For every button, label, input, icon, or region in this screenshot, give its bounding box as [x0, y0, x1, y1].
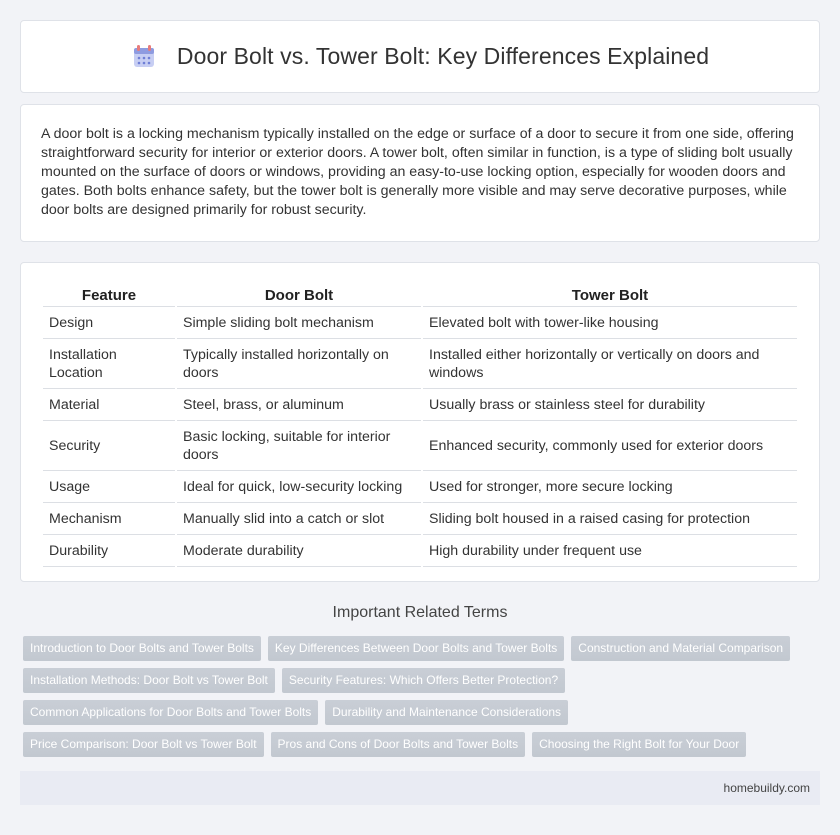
- table-cell: Installation Location: [43, 339, 175, 389]
- page-title: Door Bolt vs. Tower Bolt: Key Differences Explained: [176, 43, 710, 69]
- related-term-tag[interactable]: Introduction to Door Bolts and Tower Bolts: [23, 636, 261, 661]
- table-cell: Moderate durability: [177, 535, 421, 567]
- footer: [20, 771, 820, 805]
- intro-text: A door bolt is a locking mechanism typically installed on the edge or surface of a door to secure it from one side, offering straightforward security for interior or exterior doors. A tower bolt, often similar in function, is a type of sliding bolt usually mounted on the surface of doors or windows, providing an easy-to-use locking option, especially for wooden doors and gates. Both bolts enhance safety, but the tower bolt is generally more visible and may serve decorative purposes, while door bolts are designed primarily for robust security.: [41, 126, 794, 218]
- related-term-tag[interactable]: Pros and Cons of Door Bolts and Tower Bolts: [271, 732, 526, 757]
- table-cell: Sliding bolt housed in a raised casing for protection: [423, 503, 797, 535]
- related-term-tag[interactable]: Price Comparison: Door Bolt vs Tower Bolt: [23, 732, 264, 757]
- related-term-tag[interactable]: Durability and Maintenance Considerations: [325, 700, 568, 725]
- related-term-tag[interactable]: Security Features: Which Offers Better Protection?: [282, 668, 565, 693]
- tag-row: [23, 636, 823, 661]
- table-cell: Manually slid into a catch or slot: [177, 503, 421, 535]
- table-header-row: [43, 281, 797, 307]
- table-cell: Typically installed horizontally on doors: [177, 339, 421, 389]
- related-terms-heading: Important Related Terms: [332, 604, 508, 621]
- calendar-icon: [131, 44, 157, 70]
- intro-card: [20, 104, 820, 242]
- table-cell: Material: [43, 389, 175, 421]
- title-card: [20, 20, 820, 93]
- tag-row: [23, 732, 823, 757]
- table-row: [43, 389, 797, 421]
- table-cell: Mechanism: [43, 503, 175, 535]
- related-terms-list: [23, 636, 823, 764]
- table-cell: Installed either horizontally or vertically on doors and windows: [423, 339, 797, 389]
- table-row: [43, 535, 797, 567]
- table-row: [43, 503, 797, 535]
- tag-row: [23, 668, 823, 693]
- table-cell: Usually brass or stainless steel for durability: [423, 389, 797, 421]
- header-feature: Feature: [43, 281, 175, 307]
- table-row: [43, 339, 797, 389]
- header-door-bolt: Door Bolt: [177, 281, 421, 307]
- header-tower-bolt: Tower Bolt: [423, 281, 797, 307]
- related-term-tag[interactable]: Key Differences Between Door Bolts and Tower Bolts: [268, 636, 564, 661]
- tag-row: [23, 700, 823, 725]
- comparison-table: [41, 281, 799, 567]
- comparison-table-card: [20, 262, 820, 582]
- table-row: [43, 307, 797, 339]
- table-cell: High durability under frequent use: [423, 535, 797, 567]
- table-cell: Usage: [43, 471, 175, 503]
- table-cell: Security: [43, 421, 175, 471]
- table-cell: Durability: [43, 535, 175, 567]
- table-cell: Used for stronger, more secure locking: [423, 471, 797, 503]
- table-cell: Design: [43, 307, 175, 339]
- table-cell: Enhanced security, commonly used for exterior doors: [423, 421, 797, 471]
- related-term-tag[interactable]: Common Applications for Door Bolts and Tower Bolts: [23, 700, 318, 725]
- table-cell: Simple sliding bolt mechanism: [177, 307, 421, 339]
- footer-site-link[interactable]: homebuildy.com: [723, 781, 810, 795]
- related-term-tag[interactable]: Choosing the Right Bolt for Your Door: [532, 732, 746, 757]
- table-cell: Basic locking, suitable for interior doors: [177, 421, 421, 471]
- related-term-tag[interactable]: Construction and Material Comparison: [571, 636, 790, 661]
- table-cell: Elevated bolt with tower-like housing: [423, 307, 797, 339]
- table-row: [43, 421, 797, 471]
- table-row: [43, 471, 797, 503]
- related-term-tag[interactable]: Installation Methods: Door Bolt vs Tower Bolt: [23, 668, 275, 693]
- table-cell: Ideal for quick, low-security locking: [177, 471, 421, 503]
- table-cell: Steel, brass, or aluminum: [177, 389, 421, 421]
